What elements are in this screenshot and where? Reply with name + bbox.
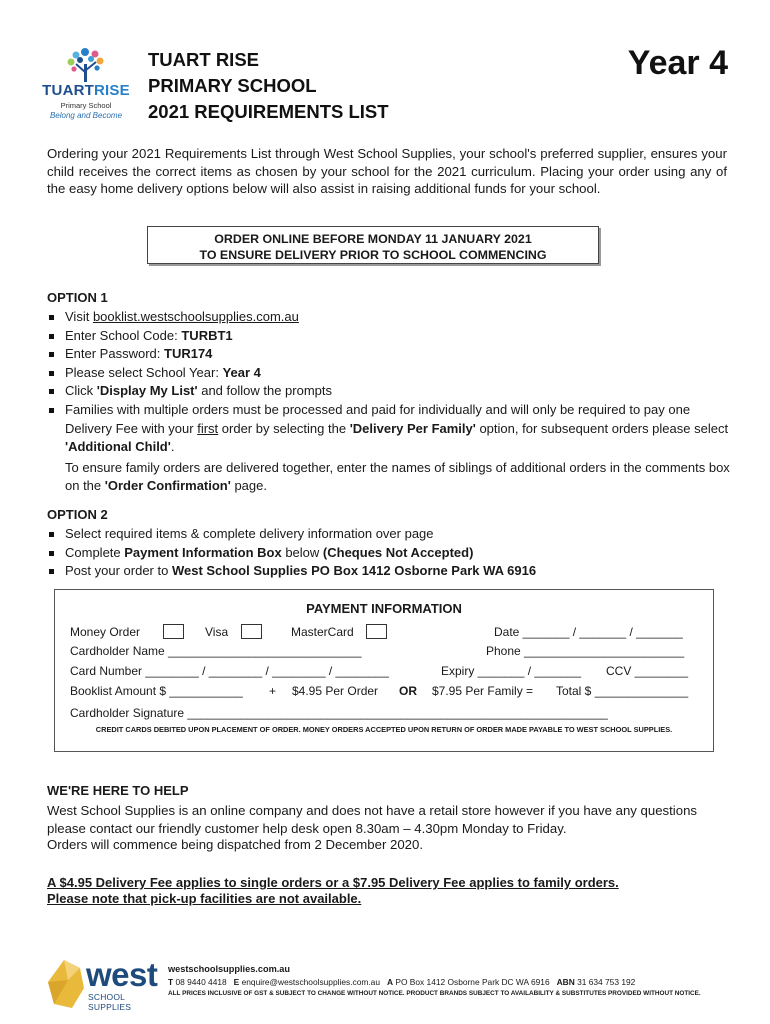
mastercard-label: MasterCard bbox=[291, 625, 354, 639]
booklist-link[interactable]: booklist.westschoolsupplies.com.au bbox=[92, 309, 299, 324]
school-name-line2: PRIMARY SCHOOL bbox=[148, 75, 317, 96]
gold-shape-icon bbox=[46, 958, 86, 1010]
ccv-field[interactable]: CCV ________ bbox=[606, 664, 689, 678]
visa-checkbox[interactable] bbox=[241, 624, 262, 639]
password: TUR174 bbox=[164, 346, 213, 362]
school-code: TURBT1 bbox=[181, 327, 233, 343]
help-paragraph: West School Supplies is an online company and does not have a retail store however if you have any questions please contact our friendly customer help desk open 8.30am – 4.30pm Monday to Friday. bbox=[47, 803, 697, 836]
west-school-supplies-logo bbox=[46, 958, 166, 1010]
order-deadline-box bbox=[147, 226, 599, 264]
cardholder-name-field[interactable]: Cardholder Name _____________________________ bbox=[70, 644, 362, 658]
dispatch-note: Orders will commence being dispatched from 2 December 2020. bbox=[47, 837, 424, 852]
intro-paragraph: Ordering your 2021 Requirements List through West School Supplies, your school's preferred supplier, ensures your child receives the correct items as chosen by your school for the 2021 curriculum. Placing your order using any of the easy home delivery options below will also assist in raising additional funds for your school. bbox=[47, 146, 727, 196]
list-item: Click 'Display My List' and follow the prompts bbox=[47, 382, 737, 401]
payment-note: CREDIT CARDS DEBITED UPON PLACEMENT OF ORDER. MONEY ORDERS ACCEPTED UPON RETURN OF ORDER MADE PAYABLE TO WEST SCHOOL SUPPLIES. bbox=[95, 725, 673, 734]
list-item: Complete Payment Information Box below (Cheques Not Accepted) bbox=[47, 544, 737, 563]
logo-brand: TUARTRISE bbox=[42, 82, 130, 99]
list-item: Enter Password: TUR174 bbox=[47, 345, 737, 364]
total-field[interactable]: Total $ ______________ bbox=[556, 684, 689, 698]
tree-icon bbox=[40, 46, 132, 84]
list-item: Enter School Code: TURBT1 bbox=[47, 327, 737, 346]
option2-heading: OPTION 2 bbox=[47, 507, 108, 522]
payment-information-box bbox=[54, 589, 714, 752]
per-family-fee: $7.95 Per Family = bbox=[432, 684, 534, 698]
family-orders-note: To ensure family orders are delivered together, enter the names of siblings of additional orders in the comments box on the 'Order Confirmation' page. bbox=[65, 459, 730, 494]
footer-website[interactable]: westschoolsupplies.com.au bbox=[168, 964, 291, 974]
year-label: Year 4 bbox=[627, 44, 728, 82]
option2-list bbox=[47, 525, 737, 581]
delivery-fee-note: A $4.95 Delivery Fee applies to single orders or a $7.95 Delivery Fee applies to family orders. bbox=[47, 875, 619, 890]
signature-field[interactable]: Cardholder Signature _______________________________________________________________ bbox=[70, 706, 608, 720]
list-item: Families with multiple orders must be processed and paid for individually and will only be required to pay one Delivery Fee with your first order by selecting the 'Delivery Per Family' option, for subsequent orders please select 'Additional Child'. To ensure family orders are delivered together, enter the names of siblings of additional orders in the comments box on the 'Order Confirmation' page. bbox=[47, 401, 737, 496]
order-deadline-line2: TO ENSURE DELIVERY PRIOR TO SCHOOL COMMENCING bbox=[199, 248, 547, 262]
visa-label: Visa bbox=[205, 625, 229, 639]
or-label: OR bbox=[399, 684, 417, 698]
pickup-note: Please note that pick-up facilities are not available. bbox=[47, 891, 362, 906]
list-item: Post your order to West School Supplies PO Box 1412 Osborne Park WA 6916 bbox=[47, 562, 737, 581]
list-item: Visit booklist.westschoolsupplies.com.au bbox=[47, 308, 737, 327]
list-item: Select required items & complete delivery information over page bbox=[47, 525, 737, 544]
footer-disclaimer: ALL PRICES INCLUSIVE OF GST & SUBJECT TO CHANGE WITHOUT NOTICE. PRODUCT BRANDS SUBJECT TO AVAILABILITY & SUBSTITUTES PROVIDED WITHOUT NOTICE. bbox=[168, 990, 701, 997]
school-logo bbox=[40, 46, 132, 124]
help-heading: WE'RE HERE TO HELP bbox=[47, 783, 189, 798]
list-title: 2021 REQUIREMENTS LIST bbox=[148, 101, 389, 122]
west-wordmark: west bbox=[86, 956, 158, 993]
booklist-amount-field[interactable]: Booklist Amount $ ___________ bbox=[70, 684, 243, 698]
per-order-fee: $4.95 Per Order bbox=[292, 684, 379, 698]
money-order-label: Money Order bbox=[70, 625, 141, 639]
phone-field[interactable]: Phone ________________________ bbox=[486, 644, 685, 658]
logo-tagline: Belong and Become bbox=[49, 111, 123, 120]
expiry-field[interactable]: Expiry _______ / _______ bbox=[441, 664, 582, 678]
payment-title: PAYMENT INFORMATION bbox=[306, 601, 462, 616]
plus-sign: + bbox=[269, 684, 277, 698]
money-order-checkbox[interactable] bbox=[163, 624, 184, 639]
option1-list bbox=[47, 308, 737, 496]
option1-heading: OPTION 1 bbox=[47, 290, 108, 305]
logo-subtitle: Primary School bbox=[60, 101, 112, 110]
footer-contact: T 08 9440 4418 E enquire@westschoolsupplies.com.au A PO Box 1412 Osborne Park DC WA 6916 ABN 31 634 753 192 bbox=[168, 977, 636, 987]
school-name-line1: TUART RISE bbox=[148, 49, 259, 70]
school-year: Year 4 bbox=[222, 364, 261, 380]
order-deadline-line1: ORDER ONLINE BEFORE MONDAY 11 JANUARY 2021 bbox=[214, 232, 532, 246]
list-item: Please select School Year: Year 4 bbox=[47, 364, 737, 383]
mastercard-checkbox[interactable] bbox=[366, 624, 387, 639]
card-number-field[interactable]: Card Number ________ / ________ / ________ / ________ bbox=[70, 664, 389, 678]
date-field[interactable]: Date _______ / _______ / _______ bbox=[494, 625, 683, 639]
school-supplies-wordmark: SCHOOL SUPPLIES bbox=[88, 992, 132, 1012]
